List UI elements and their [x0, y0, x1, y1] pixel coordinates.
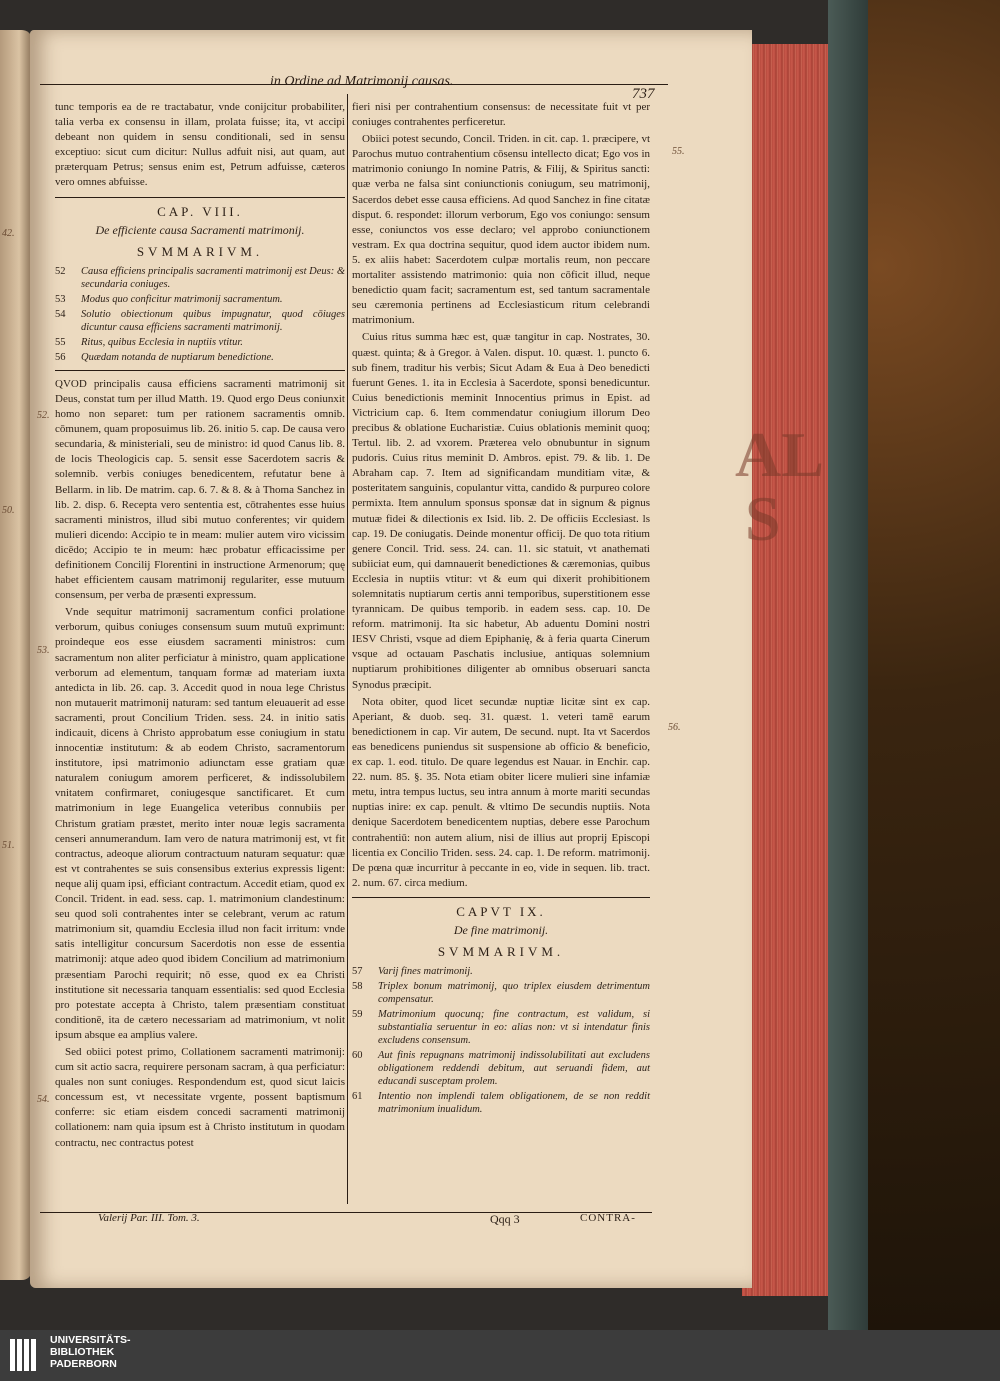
- margin-number: 55.: [672, 146, 685, 157]
- red-fore-edge: [742, 44, 830, 1296]
- logo-line: BIBLIOTHEK: [50, 1346, 115, 1358]
- summary-item: [55, 336, 345, 349]
- previous-page-edge: [0, 30, 32, 1280]
- prev-page-margin-number: 50.: [2, 505, 15, 516]
- chapter-subtitle: De fine matrimonij.: [453, 922, 549, 937]
- summary-number: 53: [55, 293, 66, 305]
- summary-text: Varij fines matrimonij.: [378, 966, 473, 978]
- summary-number: 56: [55, 351, 66, 363]
- summary-item: [55, 293, 345, 306]
- footer-title: Valerij Par. III. Tom. 3.: [98, 1212, 200, 1224]
- summary-text: Triplex bonum matrimonij, quo triplex eiusdem detrimentum compensatur.: [378, 981, 650, 1006]
- summary-item: [352, 1049, 650, 1088]
- cover-spine-strip: [828, 0, 868, 1330]
- prev-page-margin-number: 42.: [2, 228, 15, 239]
- paragraph: QVOD principalis causa efficiens sacramenti matrimonij sit Deus, constat tum per illud Matth. 19. Quod ergo Deus coniunxit homo non separet: tum per rationem sacramentis omnib. cōmunem, quam proposuimus lib. 26. initio 5. cap. De causa vero secundaria, & ministeriali, seu de ministro: id quod Canus lib. 8. de locis Theologicis cap. 5. sensit esse Sacerdotem sacris & solemnib. verbis coniuges benedicentem, refutatur bene à Bellarm. in lib. De matrim. cap. 6. 7. & 8. & à Thoma Sanchez in lib. 2. disp. 6. Recepta vero sententia est, cōtrahentes esse huius sacramenti ministros, illud sibi mutuo conferentes; vir quidem mulieri dicendo: Accipio te in meam: mulier autem viro vicissim dicēdo; Accipio te in meum: hæc probatur efficacissime per definitionem Concilij Florentini in instructione Armenorum; quę habet efficientem causam matrimonij regulariter, esse mutuum consensum, per verba de præsenti expressum.: [55, 377, 345, 602]
- bleed-through-text: S: [745, 483, 781, 554]
- library-logo-bar: [0, 1330, 1000, 1381]
- summary-number: 54: [55, 308, 66, 320]
- summary-text: Intentio non implendi talem obligationem, de se non reddit matrimonium inualidum.: [378, 1091, 650, 1116]
- paragraph: Obiici potest secundo, Concil. Triden. in cit. cap. 1. præcipere, vt Parochus mutuo contrahentium cōsensu intellecto dicat; Ego vos in matrimonio coniungo In nomine Patris, & Filij, & Spiritus sancti: quæ verba ne falsa sint coniunctionis coniugum, seu matrimonij, Sacerdos debet esse causa efficiens. Ad quod Sanchez in fine citatæ disput. 6. respondet: illorum verborum, Ego vos coniungo: sensum esse, coniunctos vos esse declaro; vel approbo coniunctionem vestram. Ex qua doctrina sequitur, quod idem auctor ibidem num. 5. ex aliis habet: Sacerdotem culpæ mortalis reum, non peccare mortaliter assistendo matrimonio: quia non cōficit illud, neque benedictio quam facit; sacramentum est, sed tantum sacramentale seu cæremonia pertinens ad Ecclesiasticum ritum celebrandi matrimonium.: [352, 133, 650, 327]
- chapter-title: CAP. VIII.: [157, 203, 243, 219]
- library-logo-icon: [8, 1337, 42, 1373]
- running-head: in Ordine ad Matrimonij causas.: [270, 74, 454, 89]
- logo-line: PADERBORN: [50, 1358, 117, 1370]
- paragraph: Nota obiter, quod licet secundæ nuptiæ licitæ sint ex cap. Aperiant, & duob. seq. 31. quæst. 1. veteri tamē earum benedictionem in cap. Vir autem, De secund. nupt. Ita vt Sacerdos eas benedicens puniendus sit suspensione ab officio & beneficio, ex cap. 1. eod. titulo. De quare legendus est Nauar. in Enchir. cap. 22. num. 85. §. 35. Nota etiam obiter licere mulieri sine infamiæ metu, intra tempus luctus, seu intra annum à morte mariti secundas nuptias inire: ex cap. penult. & vltimo De secundis nuptiis. Nota denique Sacerdotem benedicentem nuptias, debere esse Parochum contrahentiū: non autem alium, nisi de illius aut proprij Episcopi licentia ex Concilio Triden. sess. 24. cap. 1. De reform. matrimonij. De pœna quæ incurritur à peccante in eo, vide in sequen. lib. tract. 2. num. 67. circa medium.: [352, 695, 650, 889]
- margin-number: 53.: [37, 645, 50, 656]
- paragraph: fieri nisi per contrahentium consensus: de necessitate fuit vt per coniuges contrahentes perficeretur.: [352, 101, 650, 129]
- library-logo-text: [50, 1334, 131, 1370]
- summary-number: 59: [352, 1009, 363, 1021]
- paragraph: Cuius ritus summa hæc est, quæ tangitur in cap. Nostrates, 30. quæst. quinta; & à Gregor. à Valen. disput. 10. quæst. 1. puncto 6. sub finem, traditur his verbis; Sicut Adam & Eua à Deo benedicti fuerunt Genes. 1. ita in Ecclesia à Sacerdote, sponsi benedicuntur. Cuius benedictionis meminit Innocentius primus in Epist. ad Victricium cap. 6. Item commendatur coniugium illorum Deo precibus & oblatione Eucharistiæ. Cuius oblationis meminit quoq; Tertul. lib. 2. ad vxorem. Præterea velo obnubuntur in signum pudoris. Cuius ritus meminit D. Ambros. epist. 79. & lib. 1. De Abraham cap. 7. Item ad significandam munditiam vitæ, & posteritatem sanguinis, copulantur vitta, candido & purpureo colore permixta. Item annulum sponsus sponsæ dat in signum & pignus mutuæ fidei & dilectionis ex Isid. lib. 2. De officiis Ecclesiast. ls cap. 19. De coniugatis. Deinde monentur officij. De quo tota ritium genere Concil. Trid. sess. 24. can. 11. sic statuit, vt anathemati subiiciat eum, qui damnauerit benedictiones & cæremonias, quibus Ecclesia in nuptiis vtitur: vt & eum qui dixerit prohibitionem solemnitatis nuptiarum certis anni temporibus, superstitionem esse tyrannicam. De quibus temporib. in eadem sess. cap. 10. De reform. matrimonij. Ita sic habetur, Ab aduentu Domini nostri IESV Christi, vsque ad diem Epiphanię, & à feria quarta Cinerum vsque ad octauam Paschatis inclusiue, antiquas solemnium nuptiarum prohibitiones diligenter ab omnibus obseruari sancta Synodus præcipit.: [352, 331, 650, 691]
- summary-text: Aut finis repugnans matrimonij indissolubilitati aut excludens obligationem reddendi debitum, aut seruandi fidem, aut educandi susceptam prolem.: [378, 1050, 650, 1088]
- section-rule: [352, 897, 650, 898]
- signature-mark: Qqq 3: [490, 1212, 520, 1226]
- left-column: [55, 100, 345, 1153]
- catchword: CONTRA-: [580, 1212, 636, 1224]
- summary-item: [55, 265, 345, 291]
- margin-number: 56.: [668, 722, 681, 733]
- summary-item: [55, 351, 345, 364]
- logo-line: UNIVERSITÄTS-: [50, 1334, 131, 1346]
- bleed-through-text: AL: [735, 419, 824, 490]
- right-column: [352, 100, 650, 1118]
- summary-number: 61: [352, 1091, 363, 1103]
- summary-number: 52: [55, 265, 66, 277]
- summary-item: [352, 965, 650, 978]
- paragraph: Vnde sequitur matrimonij sacramentum confici prolatione verborum, quibus coniuges consensum suum mutuū exprimunt: proindeque eos esse eiusdem sacramenti ministros: cum sacramentum non aliter perficiatur à ministro, quam applicatione verborum ad elementum, tanquam formæ ad materiam iuxta antedicta in lib. 26. cap. 3. Accedit quod in noua lege Christus non mutauerit matrimonij naturam: sed tantum eleuauerit ad esse sacramenti, prout Concilium Triden. sess. 24. in initio satis indicauit, dicens à Christo approbatum esse coniugium in statu innocentiæ institutum: & ab eodem Christo, sacramentorum institutore, ipsi matrimonio adiunctam esse gratiam quæ naturalem coniugum amorem perficeret, & indissolubilem vnitatem confirmaret, coniugesque sanctificaret. Et cum matrimonium in lege Euangelica veteribus connubiis per Christum gratiam præstet, merito inter nouæ legis sacramenta censeri annumerandum. Iam vero de natura matrimonij est, vt fit contractus, adeoque aliorum contractuum naturam sequatur: quæ est vt contrahentes se suis consensibus exterius expressis ligent: neque alij quam ipsi, efficiant contractum. Accedit etiam, quod ex Concil. Trident. in ead. sess. cap. 1. matrimonium clandestinum: seu quod soli contrahentes inter se celebrant, verum ac ratum matrimonium sit, quamdiu Ecclesia illud non facit irritum: vnde satis intelligitur concursum Sacerdotis non esse de essentia matrimonij: atque adeo quod ibidem Concilium ad matrimonium præsentiam Parochi requirit; nō esse, quod ex ea Christi institutione sit necessaria tanquam essentialis: sed quod Ecclesia pro potestate accepta à Christo, talem præsentiam constituat conditionē, ita de cætero necessariam ad matrimonium, vt nolit ipsum absque ea amplius valere.: [55, 606, 345, 1041]
- summary-item: [352, 1090, 650, 1116]
- summary-item: [352, 1008, 650, 1047]
- summary-item: [55, 308, 345, 334]
- margin-number: 52.: [37, 410, 50, 421]
- prev-page-margin-number: 51.: [2, 840, 15, 851]
- summary-number: 57: [352, 966, 363, 978]
- summary-text: Matrimonium quocunq; fine contractum, est validum, si substantialia seruentur in eo: alias non: vt si intendatur finis excludens consensum.: [378, 1009, 650, 1047]
- summary-number: 58: [352, 981, 363, 993]
- margin-number: 54.: [37, 1094, 50, 1105]
- summary-number: 55: [55, 336, 66, 348]
- section-rule: [55, 370, 345, 371]
- chapter-title: CAPVT IX.: [456, 903, 546, 919]
- summary-item: [352, 980, 650, 1006]
- section-rule: [55, 197, 345, 198]
- summarium-label: SVMMARIVM.: [437, 944, 565, 960]
- chapter-subtitle: De efficiente causa Sacramenti matrimonij.: [95, 222, 305, 237]
- summarium-label: SVMMARIVM.: [136, 243, 264, 259]
- summary-text: Solutio obiectionum quibus impugnatur, quod cōiuges dicuntur causa efficiens sacramenti matrimonij.: [81, 308, 345, 333]
- paragraph: tunc temporis ea de re tractabatur, vnde conijcitur probabiliter, talia verba ex consensu in illam, prolata fuisse; ita, vt accipi debeant non quidem in sensu conditionali, sed in sensu exceptiuo: sicut cum dicitur: Nullus adfuit nisi, aut quam, aut præterquam Petrus; sensus enim est, Petrum adfuisse, cæteros vero omnes abfuisse.: [55, 101, 345, 189]
- paragraph: Sed obiici potest primo, Collationem sacramenti matrimonij: cum sit actio sacra, requirere personam sacram, à qua perficiatur: quales non sunt coniuges. Respondendum est, quod sicut laicis concessum est, vt necessitate vrgente, possent baptismum conferre: sic etiam eisdem concedi sacramenti matrimonij collationem: nam quia ipsum est à Christo institutum in quodam contractu, nec contractus potest: [55, 1045, 345, 1149]
- column-divider: [347, 94, 348, 1204]
- summary-text: Modus quo conficitur matrimonij sacramentum.: [81, 293, 283, 305]
- summary-text: Quædam notanda de nuptiarum benedictione.: [81, 351, 274, 363]
- summary-text: Ritus, quibus Ecclesia in nuptiis vtitur.: [81, 336, 243, 348]
- summary-text: Causa efficiens principalis sacramenti matrimonij est Deus: & secundaria coniuges.: [81, 265, 345, 290]
- summary-number: 60: [352, 1050, 363, 1062]
- page-number: 737: [632, 86, 655, 102]
